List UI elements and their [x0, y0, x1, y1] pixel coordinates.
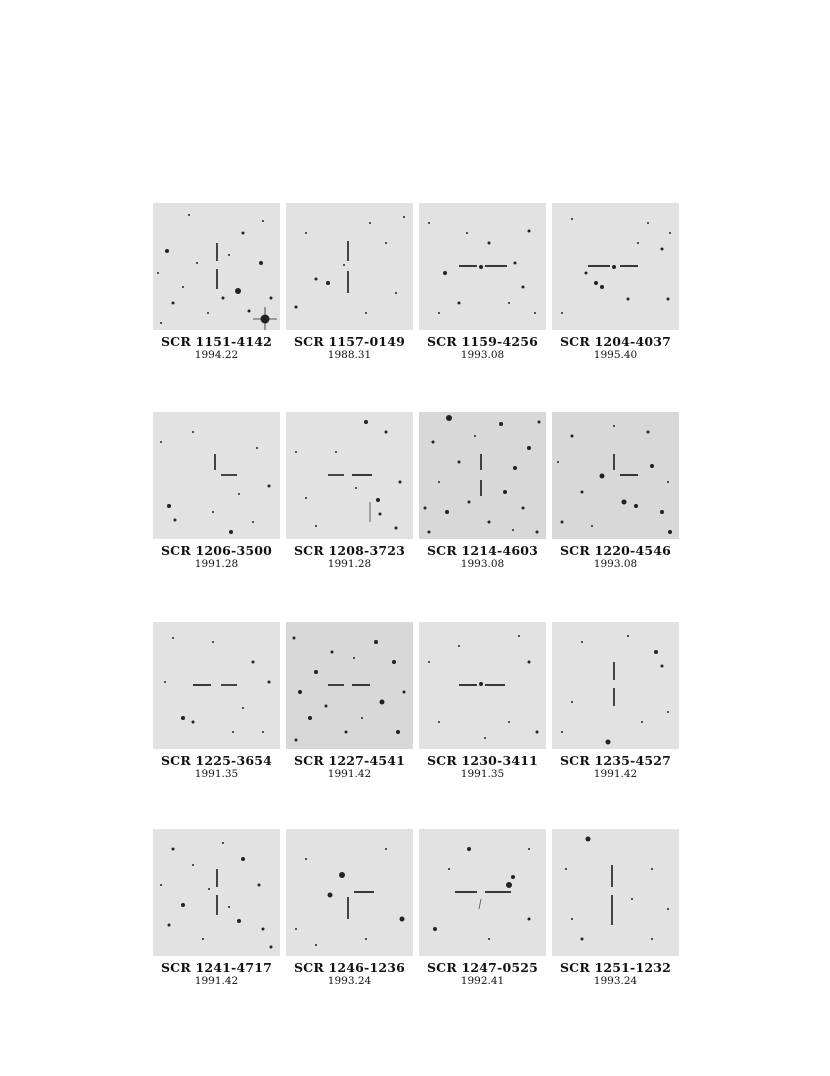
epoch-label: 1991.35 — [460, 768, 505, 780]
sky-image — [153, 203, 280, 330]
object-name: SCR 1235-4527 — [559, 753, 672, 768]
sky-image — [419, 622, 546, 749]
object-name: SCR 1247-0525 — [426, 960, 539, 975]
object-name: SCR 1230-3411 — [426, 753, 539, 768]
sky-image — [552, 412, 679, 539]
epoch-label: 1991.42 — [194, 975, 239, 987]
object-name: SCR 1251-1232 — [559, 960, 672, 975]
object-name: SCR 1208-3723 — [293, 543, 406, 558]
object-name: SCR 1220-4546 — [559, 543, 672, 558]
epoch-label: 1991.42 — [593, 768, 638, 780]
object-name: SCR 1159-4256 — [426, 334, 539, 349]
sky-image — [552, 622, 679, 749]
epoch-label: 1993.24 — [327, 975, 372, 987]
star-field — [552, 622, 679, 749]
object-name: SCR 1225-3654 — [160, 753, 273, 768]
object-name: SCR 1157-0149 — [293, 334, 406, 349]
sky-image — [153, 829, 280, 956]
epoch-label: 1991.35 — [194, 768, 239, 780]
star-field — [286, 829, 413, 956]
object-name: SCR 1204-4037 — [559, 334, 672, 349]
epoch-label: 1993.08 — [460, 349, 505, 361]
star-field — [153, 203, 280, 330]
epoch-label: 1991.28 — [327, 558, 372, 570]
epoch-label: 1993.08 — [593, 558, 638, 570]
star-field — [153, 829, 280, 956]
star-field — [286, 412, 413, 539]
star-field — [419, 622, 546, 749]
object-name: SCR 1214-4603 — [426, 543, 539, 558]
sky-image — [286, 203, 413, 330]
epoch-label: 1995.40 — [593, 349, 638, 361]
finder-chart-grid — [153, 203, 679, 1003]
star-field — [153, 412, 280, 539]
epoch-label: 1991.42 — [327, 768, 372, 780]
object-name: SCR 1246-1236 — [293, 960, 406, 975]
star-field — [286, 622, 413, 749]
star-field — [153, 622, 280, 749]
star-field — [286, 203, 413, 330]
object-name: SCR 1151-4142 — [160, 334, 273, 349]
sky-image — [153, 412, 280, 539]
sky-image — [552, 203, 679, 330]
object-name: SCR 1241-4717 — [160, 960, 273, 975]
star-field — [419, 412, 546, 539]
epoch-label: 1991.28 — [194, 558, 239, 570]
epoch-label: 1992.41 — [460, 975, 505, 987]
star-field — [552, 203, 679, 330]
epoch-label: 1994.22 — [194, 349, 239, 361]
sky-image — [153, 622, 280, 749]
star-field — [552, 412, 679, 539]
star-field — [552, 829, 679, 956]
sky-image — [286, 412, 413, 539]
sky-image — [286, 829, 413, 956]
sky-image — [419, 829, 546, 956]
epoch-label: 1993.24 — [593, 975, 638, 987]
star-field — [419, 829, 546, 956]
object-name: SCR 1227-4541 — [293, 753, 406, 768]
object-name: SCR 1206-3500 — [160, 543, 273, 558]
sky-image — [419, 203, 546, 330]
epoch-label: 1988.31 — [327, 349, 372, 361]
epoch-label: 1993.08 — [460, 558, 505, 570]
sky-image — [286, 622, 413, 749]
sky-image — [552, 829, 679, 956]
sky-image — [419, 412, 546, 539]
star-field — [419, 203, 546, 330]
